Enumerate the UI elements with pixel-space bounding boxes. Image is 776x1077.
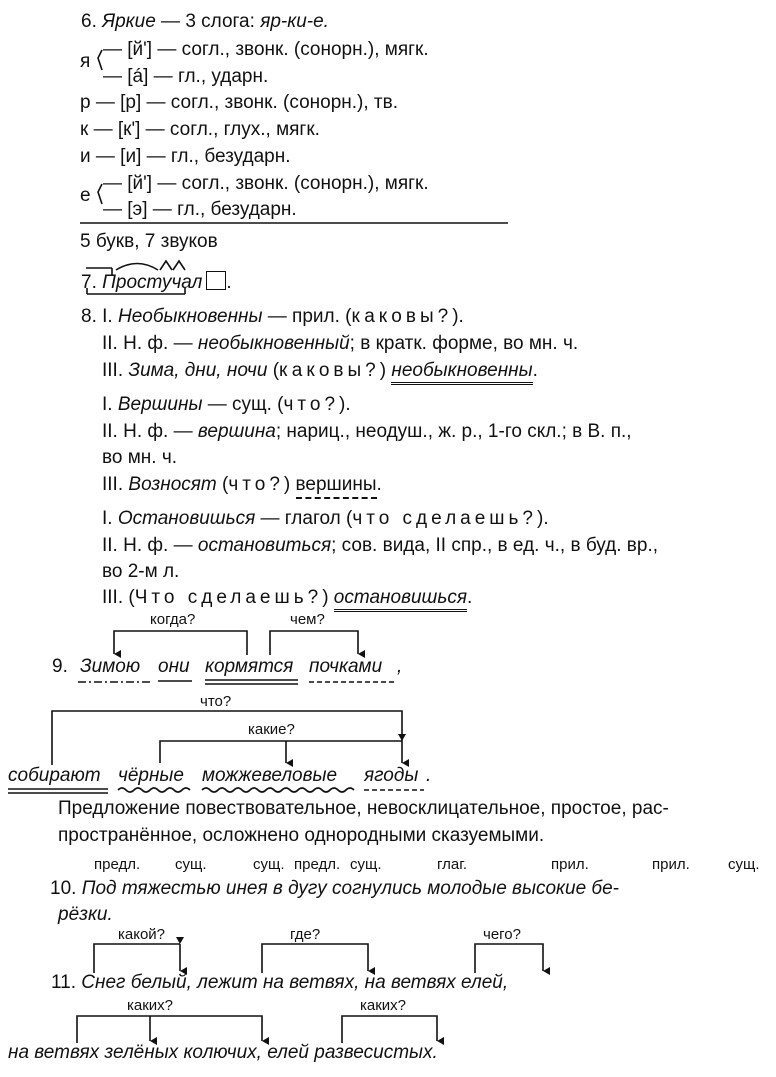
pos-label: сущ. — [350, 856, 382, 873]
bracket-kakih-2 — [342, 1016, 437, 1043]
q-chego: чего? — [483, 926, 521, 943]
suffix-mark-2 — [173, 261, 185, 270]
task8-a1: 8. I. Необыкновенны — прил. (каковы?). — [81, 306, 464, 327]
pos-label: прил. — [652, 856, 690, 873]
letter-r-line: р — [р] — согл., звонк. (сонорн.), тв. — [80, 92, 399, 113]
pos-label: сущ. — [175, 856, 207, 873]
word-oni: они — [158, 656, 190, 677]
task11-line-2: на ветвях зелёных колючих, елей развесистых. — [8, 1042, 438, 1063]
letter-k-line: к — [к'] — согл., глух., мягк. — [80, 119, 320, 140]
task11-line-1: 11. Снег белый, лежит на ветвях, на ветвях елей, — [51, 972, 509, 993]
bracket-kakih-1 — [77, 1016, 262, 1043]
pos-label: глаг. — [437, 856, 468, 873]
word-kormyatsya: кормятся — [205, 656, 294, 677]
wavy-chernye — [118, 788, 190, 792]
comma: , — [397, 656, 403, 677]
task8-b2-cont: во мн. ч. — [102, 447, 178, 468]
task6-total: 5 букв, 7 звуков — [80, 231, 218, 252]
q-kogda: когда? — [150, 611, 196, 628]
q-chem: чем? — [290, 611, 325, 628]
e-sound-1: — [й'] — согл., звонк. (сонорн.), мягк. — [103, 173, 429, 194]
q-kakih-2: каких? — [360, 997, 407, 1014]
task9-desc-2: пространённое, осложнено однородными сказуемыми. — [58, 825, 545, 846]
ya-sound-2: — [á] — гл., ударн. — [103, 66, 269, 87]
bracket-chto — [52, 711, 402, 765]
period: . — [426, 765, 432, 786]
bracket-chem — [270, 631, 358, 655]
bracket-kakie — [160, 741, 402, 763]
bracket-chego — [475, 944, 543, 973]
pos-label: предл. — [294, 856, 341, 873]
task8-b2: II. Н. ф. — вершина; нариц., неодуш., ж. р., 1-го скл.; в В. п., — [102, 421, 632, 442]
task9-desc-1: Предложение повествовательное, невосклицательное, простое, рас- — [58, 798, 669, 819]
task8-c2: II. Н. ф. — остановиться; сов. вида, II спр., в ед. ч., в буд. вр., — [102, 535, 659, 556]
word-pochkami: почками — [309, 656, 383, 677]
task9-num: 9. — [52, 656, 68, 677]
letter-ya: я — [80, 51, 91, 72]
wavy-mozhzhevelovye — [202, 788, 354, 792]
ya-sound-1: — [й'] — согл., звонк. (сонорн.), мягк. — [103, 39, 429, 60]
task8-c3: III. (Что сделаешь?) остановишься. — [102, 588, 472, 607]
bracket-kakoy — [94, 944, 180, 973]
pos-label: прил. — [551, 856, 589, 873]
task8-b1: I. Вершины — сущ. (что?). — [102, 394, 351, 415]
pos-label: сущ. — [253, 856, 285, 873]
q-chto: что? — [200, 693, 232, 710]
bracket-gde — [262, 944, 368, 973]
q-kakih-1: каких? — [127, 997, 174, 1014]
q-kakie: какие? — [248, 721, 295, 738]
task6-heading: 6. Яркие — 3 слога: яр-ки-е. — [81, 11, 329, 32]
word-sobirayut: собирают — [8, 765, 101, 786]
root-arc — [116, 264, 158, 271]
pos-label: предл. — [94, 856, 141, 873]
suffix-mark-1 — [160, 261, 172, 270]
pos-label: сущ. — [728, 856, 760, 873]
bracket-kogda — [114, 631, 247, 655]
letter-e: е — [80, 185, 91, 206]
bracket-e — [98, 184, 102, 204]
bracket-ya — [98, 50, 102, 70]
letter-i-line: и — [и] — гл., безударн. — [80, 146, 291, 167]
task7-word: Простучал — [102, 272, 203, 293]
word-mozhzhevelovye: можжевеловые — [202, 765, 338, 786]
q-gde: где? — [290, 926, 321, 943]
task8-c2-cont: во 2-м л. — [102, 561, 180, 582]
q-kakoy: какой? — [118, 926, 166, 943]
task8-a2: II. Н. ф. — необыкновенный; в кратк. форме, во мн. ч. — [102, 333, 579, 354]
object-vershiny: вершины — [296, 474, 377, 499]
word-chernye: чёрные — [118, 765, 184, 786]
predicate-ostanovishsya: остановишься — [334, 587, 467, 612]
e-sound-2: — [э] — гл., безударн. — [103, 199, 297, 220]
task8-c1: I. Остановишься — глагол (что сделаешь?). — [102, 508, 549, 529]
task8-a3: III. Зима, дни, ночи (каковы?) необыкновенны. — [102, 361, 538, 380]
predicate-neobyknovenny: необыкновенны — [391, 360, 532, 385]
task10-line-2: рёзки. — [58, 904, 113, 925]
task10-line-1: 10. Под тяжестью инея в дугу согнулись молодые высокие бе- — [50, 878, 619, 899]
task7: 7. Простучал . — [81, 272, 232, 293]
word-zimoyu: Зимою — [80, 656, 141, 677]
word-yagody: ягоды — [364, 765, 419, 786]
task8-b3: III. Возносят (что?) вершины. — [102, 475, 382, 494]
